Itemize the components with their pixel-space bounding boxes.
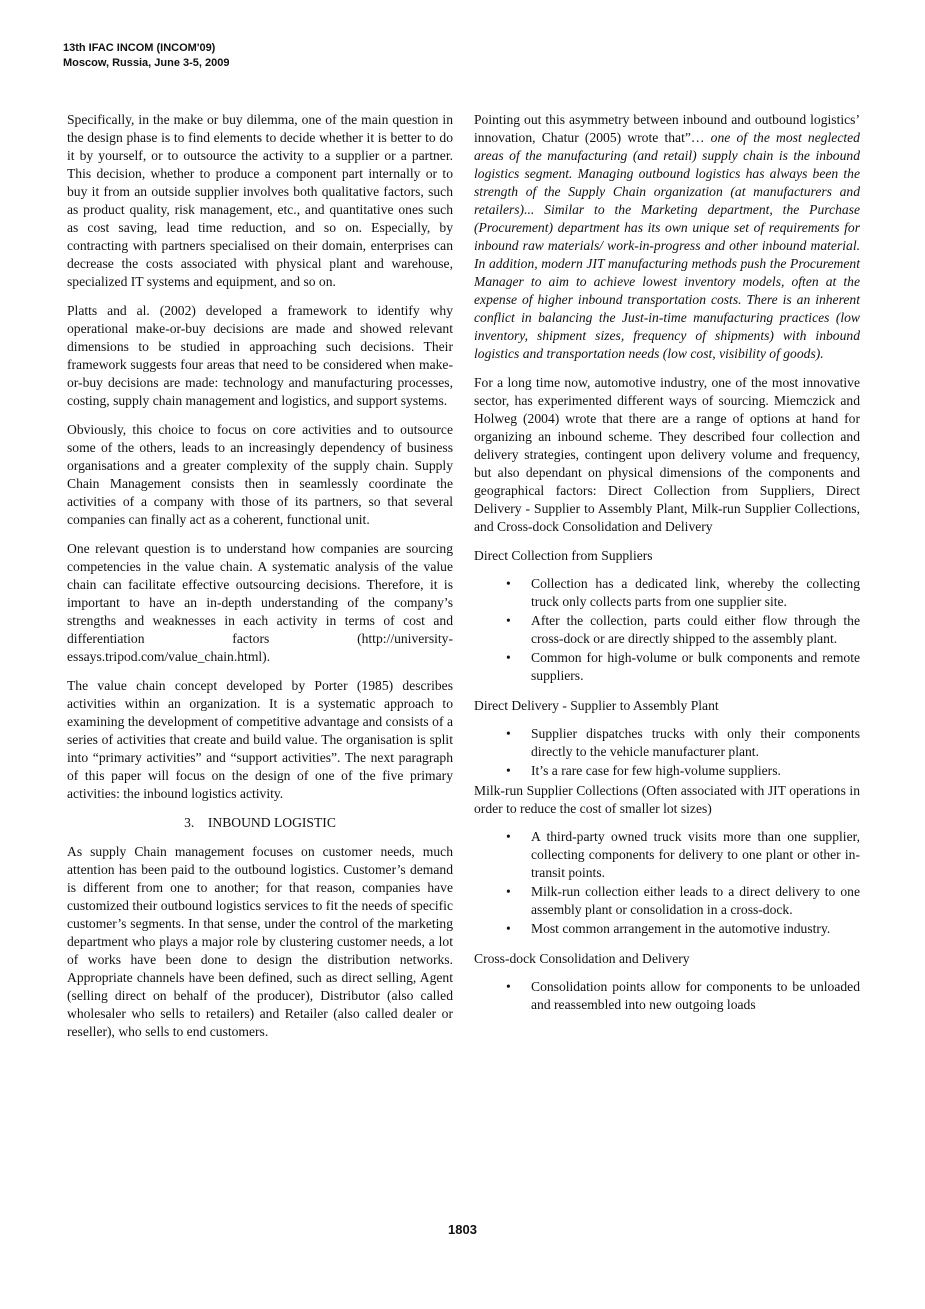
running-header (63, 41, 230, 71)
paragraph: The value chain concept developed by Porter (1985) describes activities within an organization. It is a systematic approach to examining the development of competitive advantage and consists of a series of activities that create and build value. The organisation is split into “primary activities” and “support activities”. The next paragraph of this paper will focus on the design of one of the five primary activities: the inbound logistics activity. (67, 678, 453, 801)
subheading: Milk-run Supplier Collections (Often associated with JIT operations in order to reduce the cost of smaller lot sizes) (474, 783, 860, 816)
item-text: A third-party owned truck visits more than one supplier, collecting components for delivery to one plant or other in-transit points. (531, 829, 860, 880)
subheading: Direct Delivery - Supplier to Assembly Plant (474, 698, 719, 713)
bullet-icon: • (506, 829, 511, 844)
list-item (474, 575, 860, 611)
item-text: Milk-run collection either leads to a direct delivery to one assembly plant or consolidation in a cross-dock. (531, 884, 860, 917)
subheading: Direct Collection from Suppliers (474, 548, 653, 563)
bullet-list (474, 575, 860, 685)
list-item (474, 978, 860, 1014)
bullet-list (474, 725, 860, 780)
conference-location: Moscow, Russia, June 3-5, 2009 (63, 57, 230, 69)
item-text: After the collection, parts could either flow through the cross-dock or are directly shipped to the assembly plant. (531, 613, 860, 646)
bullet-list (474, 828, 860, 938)
paragraph (474, 111, 860, 363)
paragraph: As supply Chain management focuses on customer needs, much attention has been paid to the outbound logistics. Customer’s demand is different from one to another; for that reason, companies have customized their outbound logistics services to fit the needs of specific customer’s segments. In that sense, under the control of the marketing department who plays a major role by clustering customer needs, a lot of works have been done to design the distribution networks. Appropriate channels have been defined, such as direct selling, Agent (selling direct on behalf of the producer), Distributor (also called wholesaler who sells to retailers) and Retailer (also called dealer or reseller), who sells to end customers. (67, 844, 453, 1039)
bullet-icon: • (506, 650, 511, 665)
item-text: Supplier dispatches trucks with only their components directly to the vehicle manufacturer plant. (531, 726, 860, 759)
list-item (474, 883, 860, 919)
list-item (474, 828, 860, 882)
subheading: Cross-dock Consolidation and Delivery (474, 951, 690, 966)
conference-name: 13th IFAC INCOM (INCOM'09) (63, 42, 216, 54)
paragraph: Specifically, in the make or buy dilemma, one of the main question in the design phase is to find elements to decide whether it is better to do it by yourself, or to outsource the activity to a supplier or a partner. This decision, whether to produce a component part internally or to buy it from an outside supplier involves both qualitative factors, such as product quality, risk management, etc., and quantitative ones such as cost saving, lead time reduction, and so on. Especially, by contracting with partners specialised on their domain, enterprises can decrease the costs associated with physical plant and warehouse, specialized IT systems and equipment, and so on. (67, 112, 453, 289)
quote: one of the most neglected areas of the manufacturing (and retail) supply chain is the inbound logistics segment. Managing outbound logistics has always been the strength of the Supply Chain organization (at manufacturers and retailers)... Similar to the Marketing department, the Purchase (Procurement) department has its own unique set of requirements for inbound raw materials/ work-in-progress and other inbound material. In addition, modern JIT manufacturing methods push the Procurement Manager to aim to achieve lowest inventory models, often at the expense of higher inbound transportation costs. There is an inherent conflict in balancing the Just-in-time manufacturing practices (low inventory, shipment sizes, frequency of shipments) with inbound logistics and transportation needs (low cost, visibility of goods). (474, 130, 860, 361)
list-item (474, 725, 860, 761)
bullet-icon: • (506, 613, 511, 628)
section-heading: 3. INBOUND LOGISTIC (184, 815, 336, 830)
paragraph: One relevant question is to understand how companies are sourcing competencies in the value chain. A systematic analysis of the value chain can facilitate effective outsourcing decisions. Therefore, it is important to have an in-depth understanding of the company’s strengths and weaknesses in each activity in terms of cost and differentiation factors (http://university-essays.tripod.com/value_chain.html). (67, 541, 453, 664)
list-item (474, 649, 860, 685)
item-text: Most common arrangement in the automotive industry. (531, 921, 831, 936)
text: Pointing out this asymmetry between inbound and outbound logistics’ innovation, Chatur (2005) wrote that”… (474, 112, 860, 145)
bullet-icon: • (506, 726, 511, 741)
item-text: Common for high-volume or bulk components and remote suppliers. (531, 650, 860, 683)
bullet-list (474, 978, 860, 1014)
paragraph: For a long time now, automotive industry, one of the most innovative sector, has experimented different ways of sourcing. Miemczick and Holweg (2004) wrote that there are a range of options at hand for organizing an inbound scheme. They described four collection and delivery strategies, contingent upon delivery volume and frequency, but also dependant on physical dimensions of the components and geographical factors: Direct Collection from Suppliers, Direct Delivery - Supplier to Assembly Plant, Milk-run Supplier Collections, and Cross-dock Consolidation and Delivery (474, 375, 860, 534)
bullet-icon: • (506, 763, 511, 778)
item-text: Consolidation points allow for components to be unloaded and reassembled into new outgoing loads (531, 979, 860, 1012)
paragraph: Obviously, this choice to focus on core activities and to outsource some of the others, leads to an increasingly dependency of business organisations and a greater complexity of the supply chain. Supply Chain Management consists then in seamlessly coordinate the activities of a company with those of its partners, so that several companies can finally act as a coherent, functional unit. (67, 422, 453, 527)
item-text: It’s a rare case for few high-volume suppliers. (531, 763, 781, 778)
right-column (474, 111, 860, 1026)
bullet-icon: • (506, 884, 511, 899)
bullet-icon: • (506, 921, 511, 936)
paragraph: Platts and al. (2002) developed a framework to identify why operational make-or-buy decisions are made and showed relevant dimensions to be studied in approaching such decisions. Their framework suggests four areas that need to be considered when make-or-buy decisions are made: technology and manufacturing processes, costing, supply chain management and logistics, and support systems. (67, 303, 453, 408)
list-item (474, 920, 860, 938)
bullet-icon: • (506, 979, 511, 994)
left-column (67, 111, 453, 1052)
bullet-icon: • (506, 576, 511, 591)
list-item (474, 762, 860, 780)
item-text: Collection has a dedicated link, whereby the collecting truck only collects parts from one supplier site. (531, 576, 860, 609)
page-number: 1803 (448, 1222, 477, 1237)
list-item (474, 612, 860, 648)
